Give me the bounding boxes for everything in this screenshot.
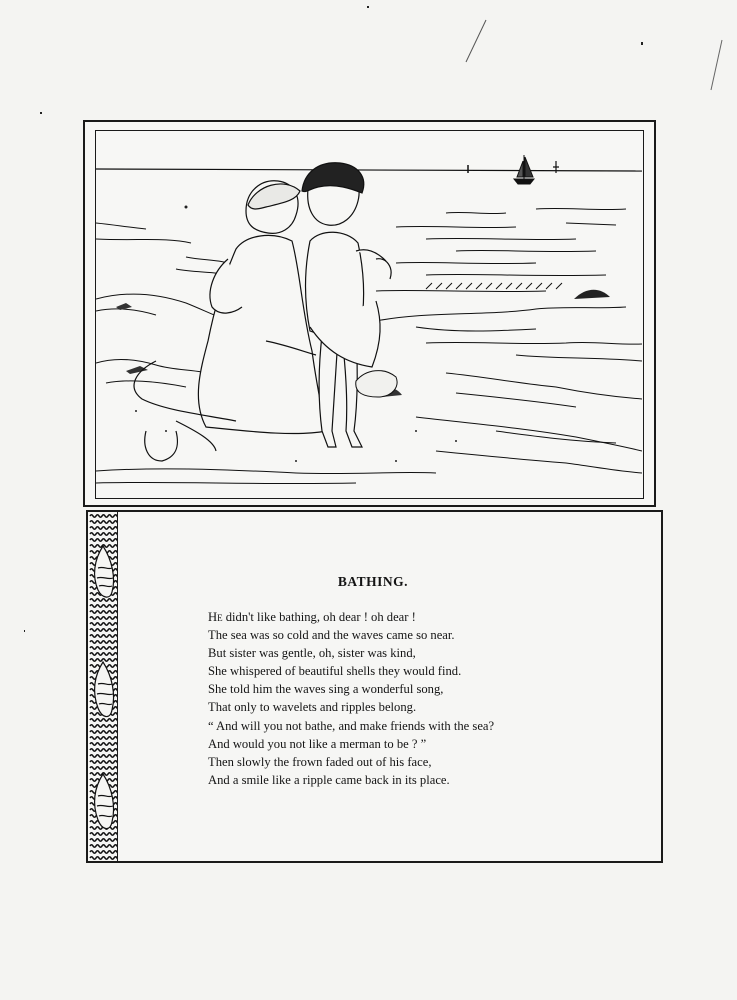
poem-line: The sea was so cold and the waves came so near.	[208, 628, 455, 643]
poem-line: She told him the waves sing a wonderful song,	[208, 682, 444, 697]
poem-line: That only to wavelets and ripples belong.	[208, 700, 417, 715]
illustration-frame	[83, 120, 656, 507]
poem-line: And would you not like a merman to be ? ”	[208, 736, 427, 751]
poem-line: “ And will you not bathe, and make friends with the sea?	[208, 718, 495, 733]
poem-line: But sister was gentle, oh, sister was kind,	[208, 646, 416, 661]
poem-line: Then slowly the frown faded out of his face,	[208, 754, 432, 769]
poem-first-line-rest: didn't like bathing, oh dear ! oh dear !	[222, 610, 416, 624]
beach-illustration	[95, 130, 644, 499]
paper-scratch	[0, 0, 737, 120]
poem-first-word: He	[208, 610, 223, 624]
poem-title: BATHING.	[337, 574, 409, 589]
poem-line	[208, 608, 608, 626]
wave-border	[88, 512, 118, 861]
poem-line: She whispered of beautiful shells they would find.	[208, 664, 462, 679]
poem-line: And a smile like a ripple came back in its place.	[208, 772, 450, 787]
paper-speck	[24, 630, 25, 632]
beach-scene-drawing	[96, 131, 642, 497]
poem-verse	[208, 608, 608, 789]
poem-panel	[86, 510, 663, 863]
wave-pattern	[88, 512, 118, 861]
